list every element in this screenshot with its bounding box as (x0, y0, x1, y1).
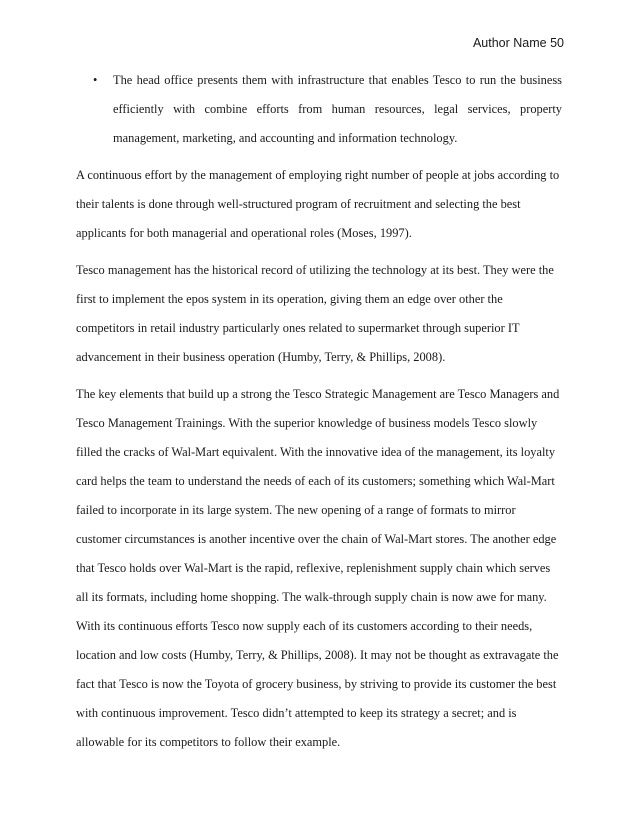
paragraph-recruitment: A continuous effort by the management of employing right number of people at jobs according to their talents is done through well-structured program of recruitment and selecting the best applicants for both managerial and operational roles (Moses, 1997). (76, 168, 560, 240)
paragraph-strategic-management: The key elements that build up a strong the Tesco Strategic Management are Tesco Managers and Tesco Management Trainings. With the superior knowledge of business models Tesco slowly filled the cracks of Wal-Mart equivalent. With the innovative idea of the management, its loyalty card helps the team to understand the needs of each of its customers; something which Wal-Mart failed to incorporate in its large system. The new opening of a range of formats to mirror customer circumstances is another incentive over the chain of Wal-Mart stores. The another edge that Tesco holds over Wal-Mart is the rapid, reflexive, replenishment supply chain which serves all its formats, including home shopping. The walk-through supply chain is now awe for many. With its continuous efforts Tesco now supply each of its customers according to their needs, location and low costs (Humby, Terry, & Phillips, 2008). It may not be thought as extravagate the fact that Tesco is now the Toyota of grocery business, by striving to provide its customer the best with continuous improvement. Tesco didn’t attempted to keep its strategy a secret; and is allowable for its competitors to follow their example. (76, 387, 560, 749)
running-head: Author Name 50 (472, 36, 564, 50)
bullet-list-item (76, 66, 562, 153)
document-body (76, 66, 562, 765)
bullet-text: The head office presents them with infrastructure that enables Tesco to run the business efficiently with combine efforts from human resources, legal services, property management, marketing, and accounting and information technology. (113, 73, 562, 145)
paragraph-technology: Tesco management has the historical record of utilizing the technology at its best. They were the first to implement the epos system in its operation, giving them an edge over other the competitors in retail industry particularly ones related to supermarket through superior IT advancement in their business operation (Humby, Terry, & Phillips, 2008). (76, 263, 554, 364)
bullet-marker: • (93, 73, 98, 87)
